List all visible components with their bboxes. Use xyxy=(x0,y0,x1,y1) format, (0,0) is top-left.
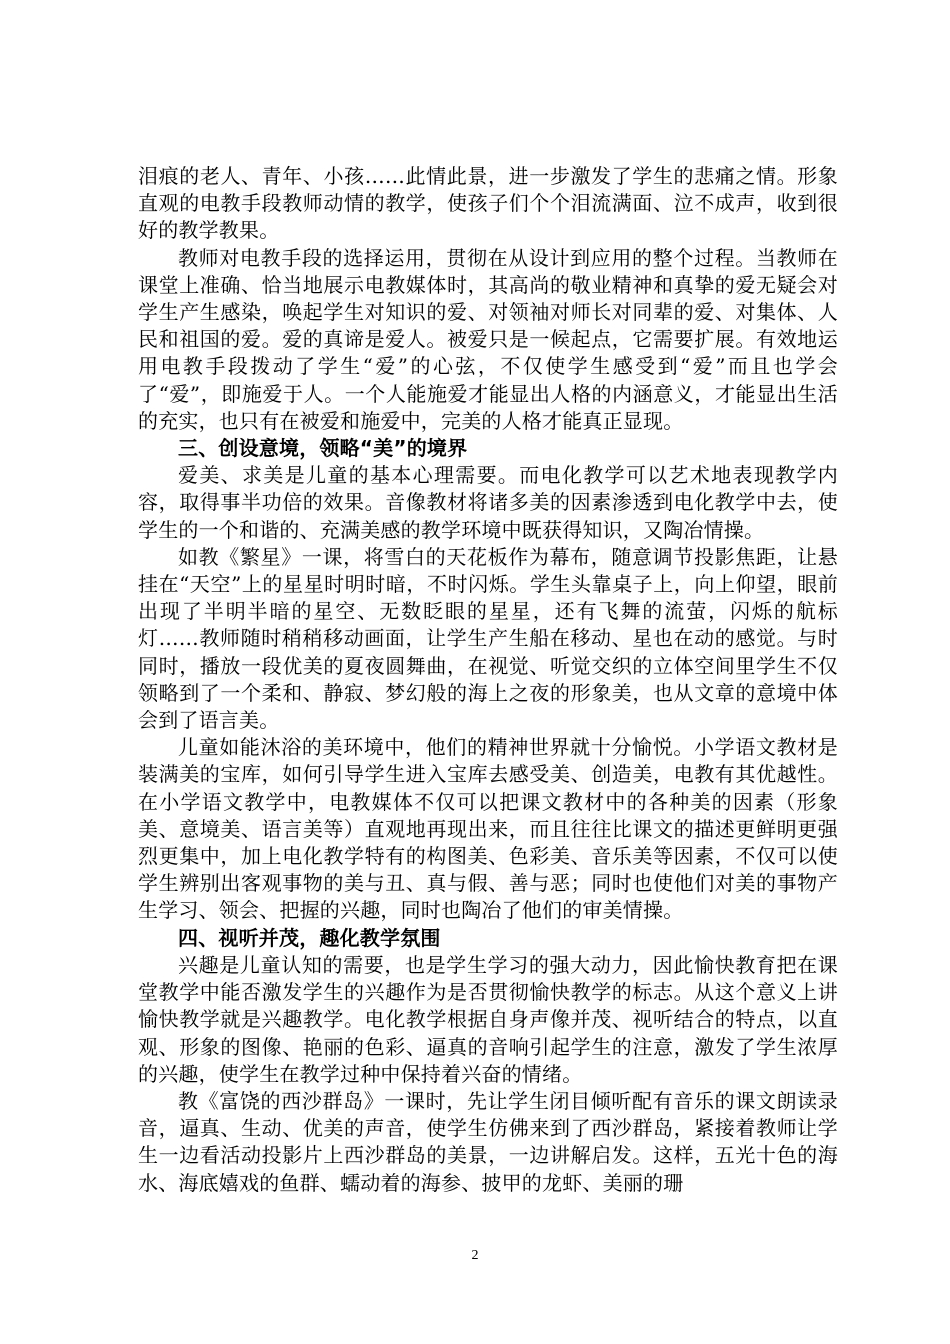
section-heading: 三、创设意境，领略“美”的境界 xyxy=(178,436,468,461)
document-body xyxy=(138,163,838,1197)
body-paragraph: 如教《繁星》一课，将雪白的天花板作为幕布，随意调节投影焦距，让悬挂在“天空”上的星星时明时暗，不时闪烁。学生头靠桌子上，向上仰望，眼前出现了半明半暗的星空、无数眨眼的星星，还有飞舞的流萤，闪烁的航标灯……教师随时稍稍移动画面，让学生产生船在移动、星也在动的感觉。与时同时，播放一段优美的夏夜圆舞曲，在视觉、听觉交织的立体空间里学生不仅领略到了一个柔和、静寂、梦幻般的海上之夜的形象美，也从文章的意境中体会到了语言美。 xyxy=(138,544,838,733)
page-number: 2 xyxy=(471,1248,479,1263)
body-paragraph: 爱美、求美是儿童的基本心理需要。而电化教学可以艺术地表现教学内容，取得事半功倍的效果。音像教材将诸多美的因素渗透到电化教学中去，使学生的一个和谐的、充满美感的教学环境中既获得知识，又陶冶情操。 xyxy=(138,463,838,542)
body-paragraph: 教师对电教手段的选择运用，贯彻在从设计到应用的整个过程。当教师在课堂上准确、恰当地展示电教媒体时，其高尚的敬业精神和真挚的爱无疑会对学生产生感染，唤起学生对知识的爱、对领袖对师长对同辈的爱、对集体、人民和祖国的爱。爱的真谛是爱人。被爱只是一候起点，它需要扩展。有效地运用电教手段拨动了学生“爱”的心弦，不仅使学生感受到“爱”而且也学会了“爱”，即施爱于人。一个人能施爱才能显出人格的内涵意义，才能显出生活的充实，也只有在被爱和施爱中，完美的人格才能真正显现。 xyxy=(138,245,838,433)
body-paragraph: 儿童如能沐浴的美环境中，他们的精神世界就十分愉悦。小学语文教材是装满美的宝库，如何引导学生进入宝库去感受美、创造美，电教有其优越性。在小学语文教学中，电教媒体不仅可以把课文教材中的各种美的因素（形象美、意境美、语言美等）直观地再现出来，而且往往比课文的描述更鲜明更强烈更集中，加上电化教学特有的构图美、色彩美、音乐美等因素，不仅可以使学生辨别出客观事物的美与丑、真与假、善与恶；同时也使他们对美的事物产生学习、领会、把握的兴趣，同时也陶冶了他们的审美情操。 xyxy=(138,735,838,923)
body-paragraph: 泪痕的老人、青年、小孩……此情此景，进一步激发了学生的悲痛之情。形象直观的电教手段教师动情的教学，使孩子们个个泪流满面、泣不成声，收到很好的教学教果。 xyxy=(138,164,838,243)
body-paragraph: 教《富饶的西沙群岛》一课时，先让学生闭目倾听配有音乐的课文朗读录音，逼真、生动、优美的声音，使学生仿佛来到了西沙群岛，紧接着教师让学生一边看活动投影片上西沙群岛的美景，一边讲解启发。这样，五光十色的海水、海底嬉戏的鱼群、蠕动着的海参、披甲的龙虾、美丽的珊 xyxy=(138,1088,838,1195)
section-heading: 四、视听并茂，趣化教学氛围 xyxy=(178,925,441,950)
body-paragraph: 兴趣是儿童认知的需要，也是学生学习的强大动力，因此愉快教育把在课堂教学中能否激发学生的兴趣作为是否贯彻愉快教学的标志。从这个意义上讲愉快教学就是兴趣教学。电化教学根据自身声像并茂、视听结合的特点，以直观、形象的图像、艳丽的色彩、逼真的音响引起学生的注意，激发了学生浓厚的兴趣，使学生在教学过种中保持着兴奋的情绪。 xyxy=(138,952,838,1086)
